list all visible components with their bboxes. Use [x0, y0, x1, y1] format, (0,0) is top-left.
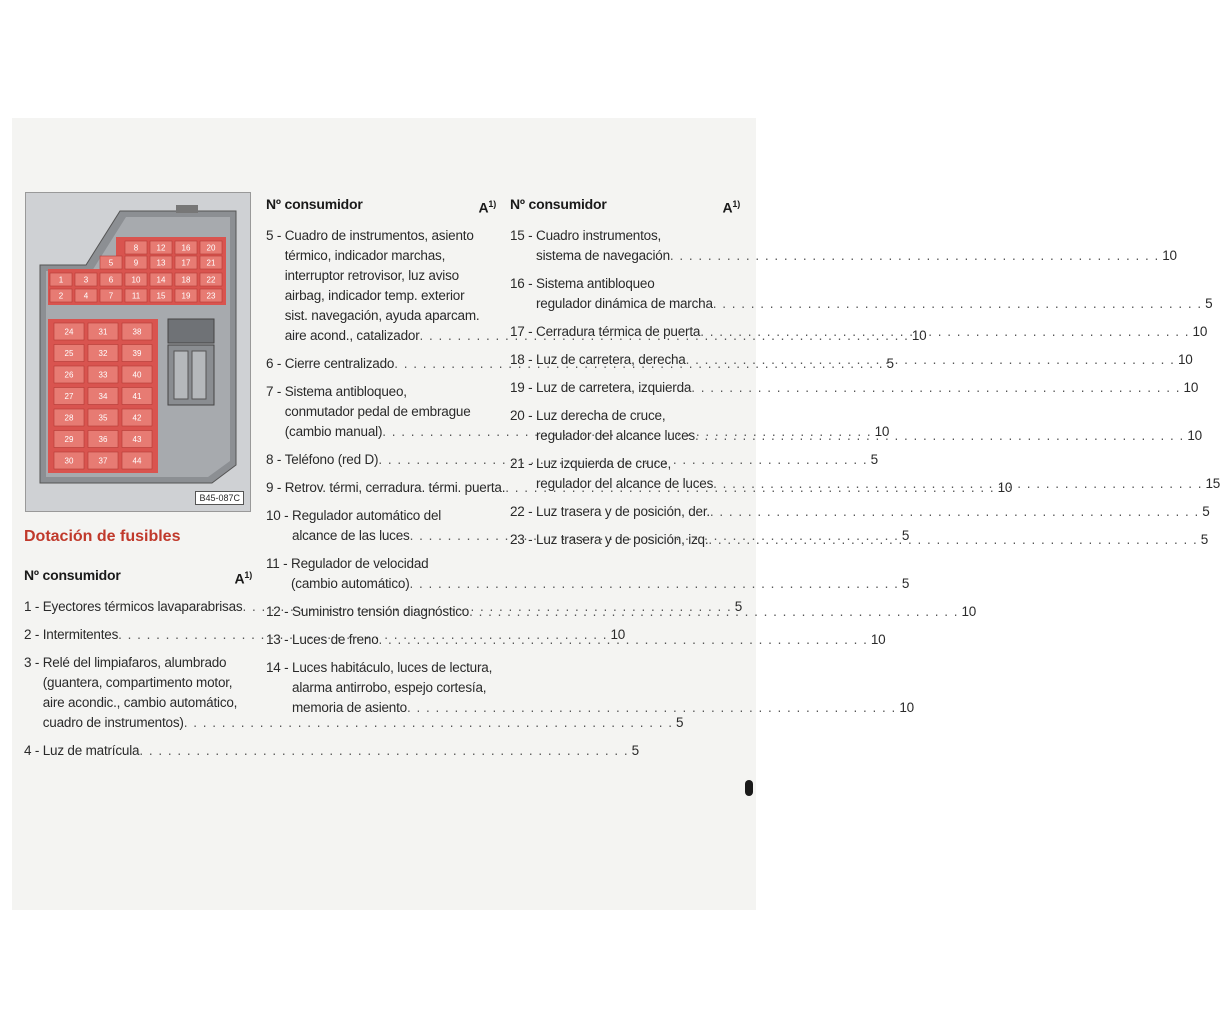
fuse-label: 25	[64, 349, 74, 358]
fuse-amperage: 10	[1183, 379, 1199, 395]
fuse-consumer-text: Luces de freno	[292, 631, 379, 647]
fuse-entry	[266, 658, 914, 718]
fuse-consumer-text: airbag, indicador temp. exterior	[284, 287, 465, 303]
fuse-label: 35	[98, 413, 108, 423]
leader-dots	[139, 741, 628, 761]
fuse-consumer-text: Luz izquierda de cruce,	[536, 455, 671, 471]
leader-dots	[670, 246, 1159, 266]
fuse-amperage: 5	[901, 575, 910, 591]
fuse-label: 20	[206, 243, 216, 253]
fuse-number: 20 -	[510, 407, 537, 423]
header-label: Nº consumidor	[510, 196, 607, 212]
fuse-entry	[510, 502, 1210, 522]
fuse-amperage: 5	[886, 355, 894, 371]
fuse-consumer-text: sist. navegación, ayuda aparcam.	[284, 307, 480, 323]
fuse-label: 21	[206, 258, 216, 268]
fuse-number: 6 -	[266, 355, 285, 371]
header-amp: $A^{1)}$	[234, 570, 252, 587]
fuse-box-svg	[26, 193, 250, 511]
fuse-entry	[266, 554, 910, 594]
fuse-amperage: 5	[870, 451, 878, 467]
fuse-label: 19	[181, 291, 191, 301]
fuse-consumer-text: Sistema antibloqueo,	[284, 383, 407, 399]
fuse-label: 5	[108, 258, 114, 268]
fuse-entry	[510, 406, 1202, 446]
fuse-label: 18	[181, 275, 191, 285]
fuse-label: 11	[131, 291, 141, 301]
fuse-consumer-text: interruptor retrovisor, luz aviso	[284, 267, 459, 283]
fuse-label: 17	[181, 258, 191, 268]
fuse-amperage: 5	[901, 527, 910, 543]
fuse-entry	[510, 274, 1213, 314]
fuse-amperage: 5	[734, 598, 743, 614]
fuse-label: 10	[131, 275, 141, 285]
fuse-label: 14	[156, 275, 166, 285]
fuse-consumer-text: Cuadro de instrumentos, asiento	[284, 227, 474, 243]
fuse-consumer-text: (cambio manual)	[284, 423, 383, 439]
fuse-consumer-text: regulador del alcance luces	[536, 427, 695, 443]
fuse-number: 16 -	[510, 275, 537, 291]
fuse-amperage: 5	[1202, 503, 1210, 519]
fuse-amperage: 10	[610, 626, 626, 642]
fuse-label: 39	[132, 349, 142, 358]
fuse-amperage: 10	[874, 423, 890, 439]
fuse-consumer-text: Luz trasera y de posición, izq.	[536, 531, 709, 547]
leader-dots	[469, 602, 958, 622]
header-amp: $A^{1)}$	[722, 199, 740, 216]
fuse-consumer-text: térmico, indicador marchas,	[284, 247, 446, 263]
fuse-consumer-text: Sistema antibloqueo	[536, 275, 655, 291]
header-label: Nº consumidor	[24, 567, 121, 583]
fuse-consumer-text: Cierre centralizado	[284, 355, 395, 371]
leader-dots	[691, 378, 1180, 398]
fuse-label: 37	[98, 456, 108, 466]
leader-dots	[708, 530, 1197, 550]
fuse-consumer-text: Cuadro instrumentos,	[536, 227, 662, 243]
fuse-label: 24	[64, 327, 74, 337]
fuse-consumer-text: regulador del alcance de luces	[536, 475, 714, 491]
fuse-number: 17 -	[510, 323, 537, 339]
fuse-label: 12	[156, 243, 166, 253]
fuse-label: 15	[156, 291, 166, 301]
fuse-column-3	[510, 194, 1220, 558]
fuse-label: 26	[64, 370, 74, 380]
fuse-label: 43	[132, 435, 142, 444]
fuse-label: 40	[132, 370, 142, 380]
fuse-number: 7 -	[266, 383, 285, 399]
fuse-label: 2	[58, 291, 64, 301]
column-header	[24, 565, 252, 589]
fuse-consumer-text: alcance de las luces	[292, 527, 410, 543]
fuse-entry	[24, 741, 639, 761]
fuse-number: 19 -	[510, 379, 537, 395]
leader-dots	[686, 350, 1175, 370]
relay-slot	[192, 351, 206, 399]
fuse-amperage: 10	[1187, 427, 1202, 443]
fuse-amperage: 10	[1192, 323, 1208, 339]
fuse-consumer-text: Eyectores térmicos lavaparabrisas	[42, 598, 243, 614]
leader-dots	[410, 574, 899, 594]
fuse-consumer-text: cuadro de instrumentos)	[42, 714, 184, 730]
fuse-consumer-text: regulador dinámica de marcha	[536, 295, 713, 311]
fuse-consumer-text: Luz derecha de cruce,	[536, 407, 666, 423]
fuse-number: 8 -	[266, 451, 285, 467]
fuse-consumer-text: Luz de carretera, derecha	[536, 351, 686, 367]
column-header	[510, 194, 740, 218]
fuse-label: 36	[98, 435, 108, 444]
fuse-amperage: 5	[676, 714, 684, 730]
fuse-consumer-text: memoria de asiento	[292, 699, 407, 715]
fuse-label: 22	[206, 275, 216, 285]
fuse-consumer-text: (guantera, compartimento motor,	[42, 674, 233, 690]
fuse-number: 14 -	[266, 659, 293, 675]
leader-dots	[407, 698, 896, 718]
fuse-amperage: 10	[870, 631, 886, 647]
fuse-consumer-text: Luz de carretera, izquierda	[536, 379, 692, 395]
leader-dots	[379, 630, 868, 650]
fuse-consumer-text: Relé del limpiafaros, alumbrado	[42, 654, 227, 670]
fuse-number: 11 -	[266, 555, 292, 571]
fuse-amperage: 10	[997, 479, 1013, 495]
fuse-consumer-text: conmutador pedal de embrague	[284, 403, 471, 419]
fuse-label: 42	[132, 413, 142, 423]
fuse-label: 16	[181, 243, 191, 253]
fuse-consumer-text: aire acondic., cambio automático,	[42, 694, 238, 710]
fuse-number: 5 -	[266, 227, 285, 243]
fuse-amperage: 5	[1205, 295, 1213, 311]
page-tab-marker	[745, 780, 753, 796]
fuse-consumer-text: Intermitentes	[42, 626, 119, 642]
fuse-label: 32	[98, 349, 108, 358]
fuse-consumer-text: Regulador de velocidad	[291, 555, 429, 571]
fuse-number: 9 -	[266, 479, 285, 495]
fuse-label: 38	[132, 327, 142, 337]
fuse-number: 4 -	[24, 742, 43, 758]
fuse-amperage: 10	[961, 603, 977, 619]
fuse-label: 9	[133, 258, 139, 268]
fuse-consumer-text: Luces habitáculo, luces de lectura,	[292, 659, 493, 675]
fuse-consumer-text: Suministro tensión diagnóstico	[292, 603, 470, 619]
header-amp: $A^{1)}$	[478, 199, 496, 216]
fuse-entry	[266, 602, 977, 622]
leader-dots	[700, 322, 1189, 342]
header-label: Nº consumidor	[266, 196, 363, 212]
fuse-amperage: 10	[1177, 351, 1193, 367]
leader-dots	[710, 502, 1199, 522]
fuse-amperage: 10	[911, 327, 927, 343]
fuse-consumer-text: (cambio automático)	[291, 575, 410, 591]
fuse-entry	[510, 322, 1208, 342]
leader-dots	[695, 426, 1184, 446]
fuse-amperage: 5	[631, 742, 639, 758]
fuse-label: 41	[132, 392, 142, 401]
fuse-label: 34	[98, 392, 108, 401]
fuse-amperage: 5	[1200, 531, 1209, 547]
figure-code: B45-087C	[195, 491, 244, 505]
fuse-consumer-text: Cerradura térmica de puerta	[536, 323, 701, 339]
fuse-number: 15 -	[510, 227, 537, 243]
section-title: Dotación de fusibles	[24, 528, 181, 545]
fuse-box-diagram	[25, 192, 251, 512]
fuse-entry	[510, 530, 1209, 550]
fuse-label: 23	[206, 291, 216, 301]
fuse-consumer-text: Regulador automático del	[292, 507, 442, 523]
fuse-label: 44	[132, 456, 142, 466]
fuse-label: 7	[108, 291, 114, 301]
fuse-consumer-text: sistema de navegación	[536, 247, 670, 263]
fuse-number: 21 -	[510, 455, 537, 471]
fuse-label: 6	[108, 275, 114, 285]
column-header	[266, 194, 496, 218]
fuse-entry	[266, 630, 886, 650]
fuse-entry	[510, 226, 1177, 266]
fuse-label: 4	[83, 291, 89, 301]
fuse-label: 13	[156, 258, 166, 268]
fuse-label: 3	[83, 275, 89, 285]
fuse-consumer-text: Luz trasera y de posición, der.	[536, 503, 710, 519]
fuse-number: 13 -	[266, 631, 293, 647]
fuse-consumer-text: Teléfono (red D)	[284, 451, 379, 467]
fuse-amperage: 10	[899, 699, 914, 715]
fuse-consumer-text: Luz de matrícula	[42, 742, 140, 758]
fuse-number: 12 -	[266, 603, 293, 619]
fuse-label: 31	[98, 327, 108, 337]
relay-slot	[174, 351, 188, 399]
fuse-consumer-text: Retrov. térmi, cerradura. térmi. puerta.	[284, 479, 506, 495]
fuse-number: 3 -	[24, 654, 43, 670]
fuse-label: 28	[64, 413, 74, 423]
fuse-number: 22 -	[510, 503, 537, 519]
fuse-amperage: 10	[1162, 247, 1177, 263]
fuse-entry	[510, 350, 1193, 370]
fuse-label: 27	[64, 392, 74, 401]
fuse-label: 29	[64, 435, 74, 444]
fuse-number: 23 -	[510, 531, 537, 547]
fuse-number: 10 -	[266, 507, 293, 523]
fuse-label: 33	[98, 370, 108, 380]
fuse-label: 30	[64, 456, 74, 466]
fuse-entry	[510, 378, 1199, 398]
fuse-consumer-text: aire acond., catalizador	[284, 327, 420, 343]
leader-dots	[713, 474, 1202, 494]
relay-top	[168, 319, 214, 343]
fuse-amperage: 15	[1205, 475, 1220, 491]
fuse-box-clip	[176, 205, 198, 213]
fuse-label: 8	[133, 243, 139, 253]
fuse-number: 1 -	[24, 598, 43, 614]
fuse-consumer-text: alarma antirrobo, espejo cortesía,	[292, 679, 487, 695]
fuse-label: 1	[58, 275, 64, 285]
leader-dots	[713, 294, 1202, 314]
fuse-number: 2 -	[24, 626, 43, 642]
fuse-number: 18 -	[510, 351, 537, 367]
